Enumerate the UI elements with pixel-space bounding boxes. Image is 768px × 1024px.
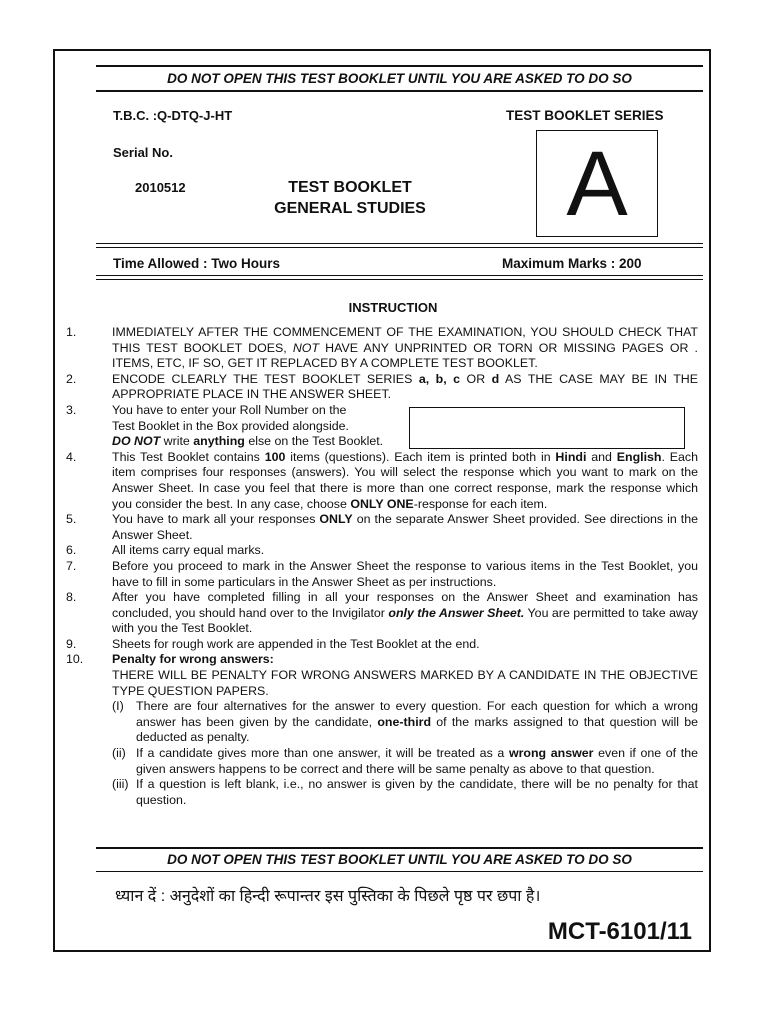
top-rule — [96, 65, 703, 67]
item-text: If a candidate gives more than one answer, it will be treated as a — [136, 746, 509, 761]
item-text: ENCODE CLEARLY THE TEST BOOKLET SERIES — [112, 371, 419, 386]
penalty-rule-1 — [112, 699, 698, 746]
booklet-code: MCT-6101/11 — [547, 918, 692, 945]
item-emphasis: Hindi — [555, 449, 587, 464]
item-emphasis: one-third — [377, 714, 432, 729]
sub-number: (iii) — [112, 777, 129, 792]
time-allowed: Time Allowed : Two Hours — [113, 256, 281, 271]
max-marks: Maximum Marks : 200 — [502, 256, 642, 271]
instruction-item-3 — [66, 403, 698, 450]
item-emphasis: ONLY ONE — [350, 496, 414, 511]
item-emphasis: 100 — [264, 449, 286, 464]
item-emphasis: a, b, c — [418, 371, 461, 386]
item-text: -response for each item. — [413, 496, 548, 511]
item-number: 3. — [66, 402, 77, 417]
instruction-item-6 — [66, 543, 698, 559]
item-emphasis: anything — [193, 434, 245, 449]
item-text: IMMEDIATELY AFTER THE COMMENCEMENT OF THE EXAMINATION, YOU SHOULD CHECK THAT THIS TEST BOOKLET DOES, — [112, 325, 698, 355]
sub-number: (ii) — [112, 746, 126, 761]
item-text: OR — [460, 371, 492, 386]
penalty-rule-2 — [112, 746, 698, 777]
item-number: 8. — [66, 590, 77, 605]
series-letter: A — [566, 132, 628, 235]
bottom-rule — [96, 847, 703, 849]
instruction-item-5 — [66, 512, 698, 543]
item-text: HAVE ANY UNPRINTED OR TORN OR MISSING PAGES OR . ITEMS, ETC, IF SO, GET IT REPLACED BY A COMPLETE TEST BOOKLET. — [112, 340, 698, 371]
item-emphasis: only the Answer Sheet. — [388, 605, 525, 620]
sub-number: (I) — [112, 699, 124, 714]
item-number: 7. — [66, 558, 77, 573]
penalty-rule-3 — [112, 777, 698, 808]
item-emphasis: NOT — [292, 340, 320, 355]
item-text: All items carry equal marks. — [112, 543, 265, 558]
item-text: Test Booklet in the Box provided alongside. — [112, 418, 349, 433]
item-text: on the separate Answer Sheet provided. See directions in the Answer Sheet. — [112, 512, 698, 542]
item-text: of the marks assigned to that question will be deducted as penalty. — [136, 714, 698, 745]
item-text: If a question is left blank, i.e., no answer is given by the candidate, there will be no penalty for that question. — [136, 777, 698, 807]
item-text: You are permitted to take away with you the Test Booklet. — [112, 605, 699, 636]
instruction-item-8 — [66, 590, 698, 637]
item-emphasis: Penalty for wrong answers: — [112, 652, 274, 667]
top-warning: DO NOT OPEN THIS TEST BOOKLET UNTIL YOU ARE ASKED TO DO SO — [167, 71, 632, 86]
item-number: 5. — [66, 512, 77, 527]
item-text: Sheets for rough work are appended in the Test Booklet at the end. — [112, 636, 480, 651]
item-text: There are four alternatives for the answer to every question. For each question for which a wrong answer has been given by the candidate, — [136, 699, 698, 729]
item-number: 9. — [66, 636, 77, 651]
item-number: 4. — [66, 449, 77, 464]
item-text: This Test Booklet contains — [112, 449, 265, 464]
tbc-code: T.B.C. :Q-DTQ-J-HT — [113, 108, 233, 123]
instruction-list — [66, 325, 698, 808]
item-number: 1. — [66, 325, 77, 339]
item-number: 10. — [66, 652, 84, 667]
item-emphasis: wrong answer — [508, 746, 594, 761]
top-rule-2 — [96, 90, 703, 92]
item-text: items (questions). Each item is printed both in — [285, 449, 556, 464]
instruction-item-10 — [66, 652, 698, 808]
instruction-item-4 — [66, 450, 698, 512]
item-text: You have to enter your Roll Number on the — [112, 402, 347, 417]
item-text: write — [160, 434, 194, 449]
bottom-warning: DO NOT OPEN THIS TEST BOOKLET UNTIL YOU ARE ASKED TO DO SO — [167, 852, 632, 867]
booklet-title: TEST BOOKLET — [288, 179, 412, 196]
item-text: You have to mark all your responses — [112, 512, 320, 527]
instruction-item-9 — [66, 637, 698, 653]
item-number: 6. — [66, 543, 77, 558]
instruction-item-7 — [66, 559, 698, 590]
serial-label: Serial No. — [113, 145, 173, 160]
item-text: THERE WILL BE PENALTY FOR WRONG ANSWERS MARKED BY A CANDIDATE IN THE OBJECTIVE TYPE QUESTION PAPERS. — [112, 668, 698, 698]
meta-rule-top — [96, 243, 703, 248]
series-label: TEST BOOKLET SERIES — [506, 108, 664, 123]
hindi-note: ध्यान दें : अनुदेशों का हिन्दी रूपान्तर इस पुस्तिका के पिछले पृष्ठ पर छपा है। — [115, 888, 541, 905]
item-text: . Each item comprises four responses (answers). You will select the response which you want to mark on the Answer Sheet. In case you feel that there is more than one correct response, mark the response which you consider the best. In any case, choose — [112, 449, 698, 511]
item-emphasis: English — [616, 449, 662, 464]
instruction-heading: INSTRUCTION — [348, 300, 438, 315]
item-text: AS THE CASE MAY BE IN THE APPROPRIATE PLACE IN THE ANSWER SHEET. — [112, 371, 698, 402]
serial-number: 2010512 — [135, 180, 186, 195]
item-emphasis: ONLY — [319, 512, 353, 527]
instruction-item-1 — [66, 325, 698, 372]
meta-rule-bottom — [96, 275, 703, 280]
item-text: Before you proceed to mark in the Answer Sheet the response to various items in the Test Booklet, you have to fill in some particulars in the Answer Sheet as per instructions. — [112, 558, 698, 589]
booklet-subject: GENERAL STUDIES — [274, 200, 426, 217]
bottom-rule-2 — [96, 871, 703, 872]
item-text: even if one of the given answers happens to be correct and there will be same penalty as above to that question. — [136, 746, 698, 776]
item-text: else on the Test Booklet. — [244, 434, 384, 449]
item-number: 2. — [66, 371, 77, 386]
item-emphasis: DO NOT — [112, 434, 161, 449]
series-letter-box — [536, 130, 658, 237]
instruction-item-2 — [66, 372, 698, 403]
item-text: After you have completed filling in all your responses on the Answer Sheet and examination has concluded, you should hand over to the Invigilator — [112, 590, 698, 620]
item-emphasis: d — [491, 371, 500, 386]
item-text: and — [586, 449, 617, 464]
